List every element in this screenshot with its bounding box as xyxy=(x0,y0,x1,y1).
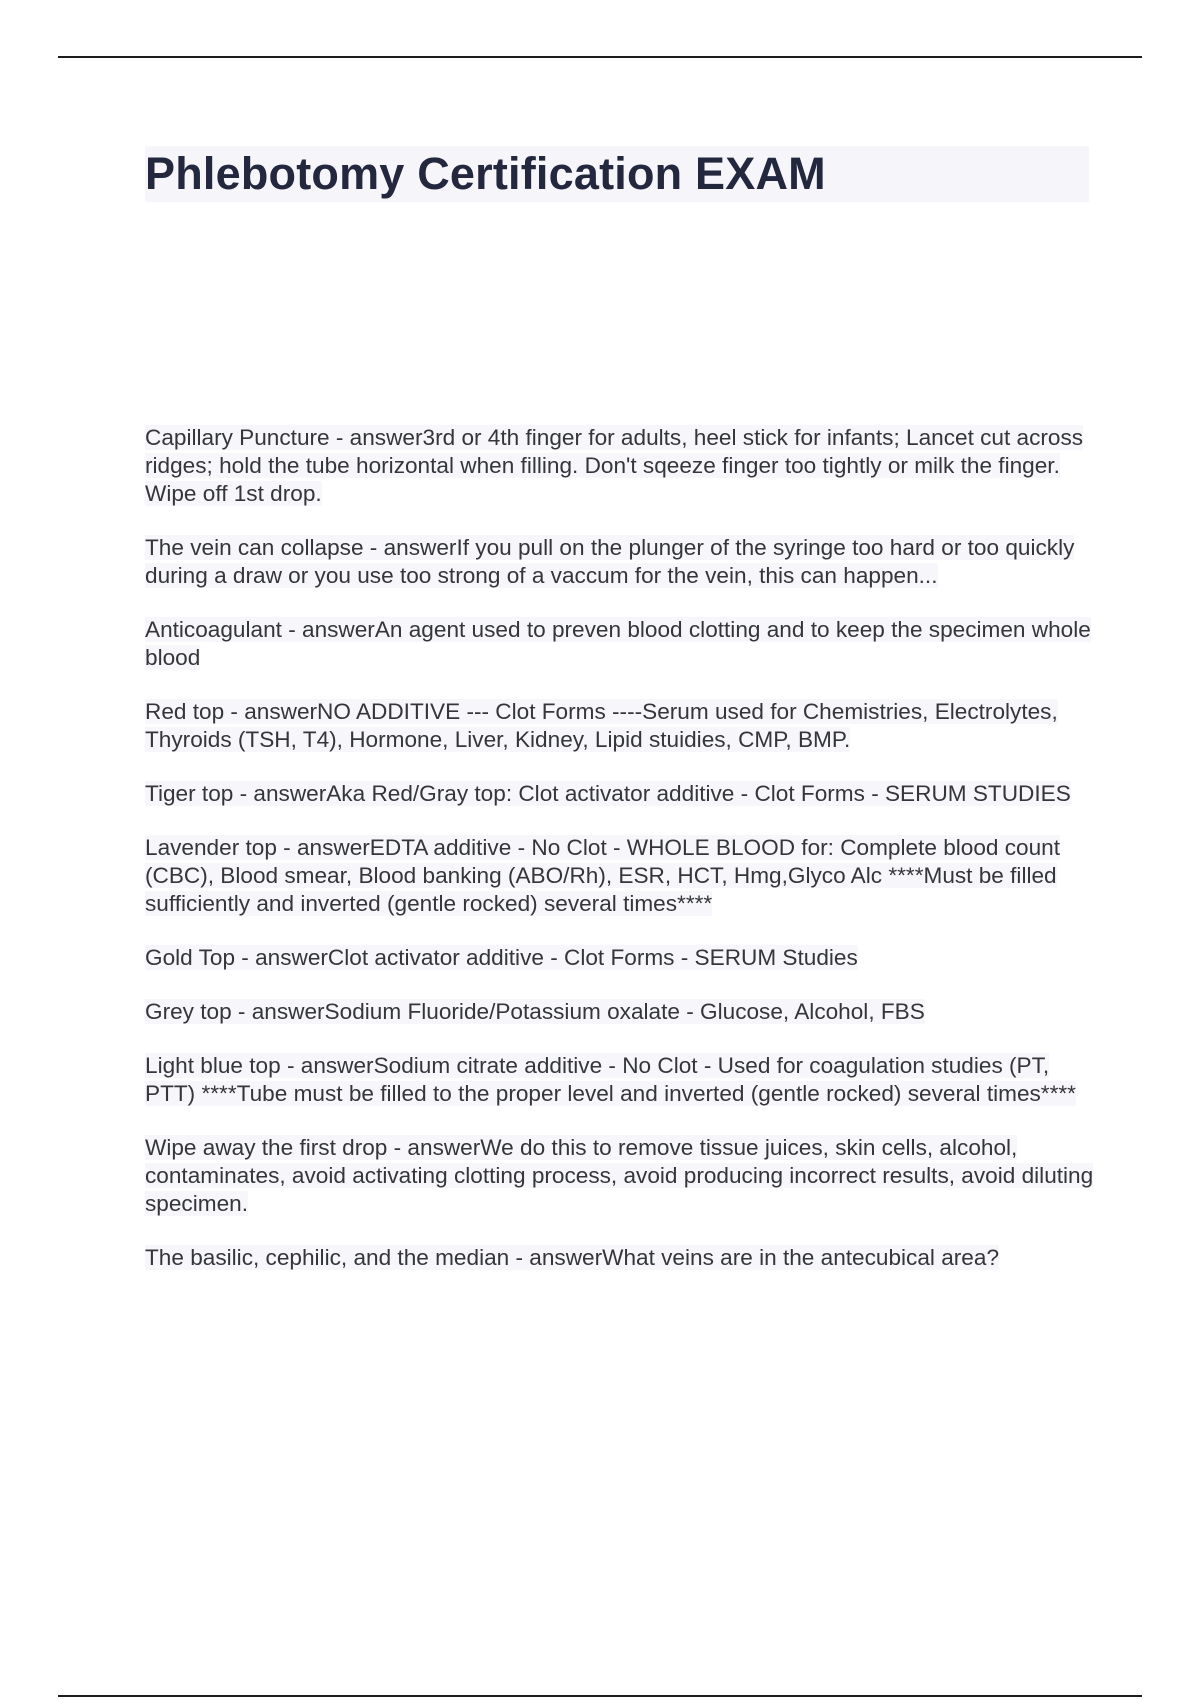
top-rule xyxy=(58,56,1142,58)
flashcard-vein-collapse: The vein can collapse - answerIf you pull on the plunger of the syringe too hard or too quickly during a draw or you use too strong of a vaccum for the vein, this can happen... xyxy=(145,535,1075,588)
flashcard-anticoagulant: Anticoagulant - answerAn agent used to preven blood clotting and to keep the specimen whole blood xyxy=(145,617,1091,670)
flashcard-red-top: Red top - answerNO ADDITIVE --- Clot Forms ----Serum used for Chemistries, Electrolytes, Thyroids (TSH, T4), Hormone, Liver, Kidney, Lipid stuidies, CMP, BMP. xyxy=(145,699,1058,752)
bottom-rule xyxy=(58,1695,1142,1697)
flashcard-tiger-top: Tiger top - answerAka Red/Gray top: Clot activator additive - Clot Forms - SERUM STUDIES xyxy=(145,781,1071,806)
flashcard-light-blue-top: Light blue top - answerSodium citrate additive - No Clot - Used for coagulation studies (PT, PTT) ****Tube must be filled to the proper level and inverted (gentle rocked) several times**** xyxy=(145,1053,1076,1106)
flashcard-antecubital-veins: The basilic, cephilic, and the median - answerWhat veins are in the antecubical area? xyxy=(145,1245,1000,1270)
flashcard-lavender-top: Lavender top - answerEDTA additive - No Clot - WHOLE BLOOD for: Complete blood count (CBC), Blood smear, Blood banking (ABO/Rh), ESR, HCT, Hmg,Glyco Alc ****Must be filled sufficiently and inverted (gentle rocked) several times**** xyxy=(145,835,1061,916)
flashcard-gold-top: Gold Top - answerClot activator additive - Clot Forms - SERUM Studies xyxy=(145,945,858,970)
flashcard-grey-top: Grey top - answerSodium Fluoride/Potassium oxalate - Glucose, Alcohol, FBS xyxy=(145,999,925,1024)
flashcard-list xyxy=(145,424,1095,1298)
flashcard-first-drop: Wipe away the first drop - answerWe do this to remove tissue juices, skin cells, alcohol, contaminates, avoid activating clotting process, avoid producing incorrect results, avoid diluting specimen. xyxy=(145,1135,1094,1216)
document-title: Phlebotomy Certification EXAM xyxy=(145,148,826,199)
flashcard-capillary-puncture: Capillary Puncture - answer3rd or 4th finger for adults, heel stick for infants; Lancet cut across ridges; hold the tube horizontal when filling. Don't sqeeze finger too tightly or milk the finger. Wipe off 1st drop. xyxy=(145,425,1084,506)
